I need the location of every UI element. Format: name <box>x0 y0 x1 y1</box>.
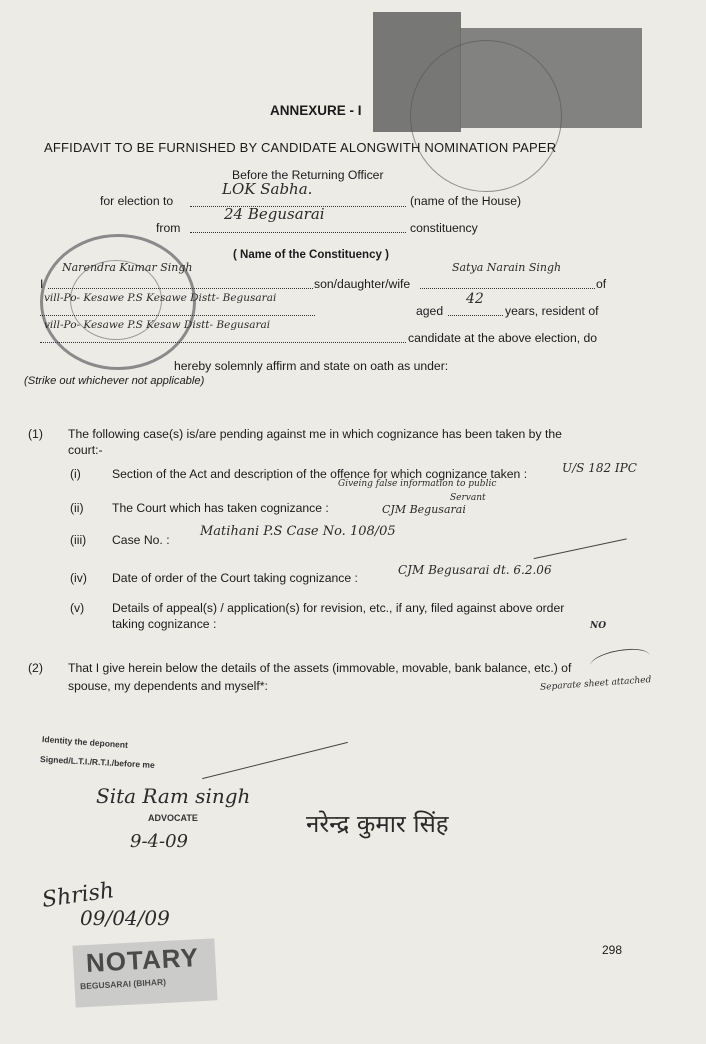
sub-v-number: (v) <box>70 601 85 615</box>
from-label: from <box>156 221 181 235</box>
notary-place: BEGUSARAI (BIHAR) <box>79 976 167 992</box>
sub-iv-text: Date of order of the Court taking cognizance : <box>112 571 358 585</box>
advocate-date: 9-4-09 <box>130 831 188 852</box>
item1-text-b: court:- <box>68 443 103 457</box>
affidavit-heading: AFFIDAVIT TO BE FURNISHED BY CANDIDATE ALONGWITH NOMINATION PAPER <box>44 140 557 155</box>
sub-ii-value: CJM Begusarai <box>382 503 466 516</box>
candidate-name: Narendra Kumar Singh <box>62 261 193 274</box>
name-dotted-line <box>48 288 313 289</box>
advocate-label: ADVOCATE <box>148 813 198 823</box>
address-line-1: vill-Po- Kesawe P.S Kesawe Distt- Begusarai <box>44 292 277 304</box>
annexure-label: ANNEXURE - I <box>270 103 362 118</box>
i-label: I <box>40 277 44 291</box>
identity-flourish <box>202 742 348 779</box>
affirm-line: hereby solemnly affirm and state on oath as under: <box>174 359 449 373</box>
aged-label: aged <box>416 304 444 318</box>
years-label: years, resident of <box>505 304 599 318</box>
election-value: LOK Sabha. <box>222 180 313 198</box>
item2-text-b: spouse, my dependents and myself*: <box>68 679 268 693</box>
sub-iii-text: Case No. : <box>112 533 170 547</box>
sub-v-text-a: Details of appeal(s) / application(s) for revision, etc., if any, filed against above order <box>112 601 565 615</box>
sub-v-value: NO <box>590 621 607 631</box>
age-dotted-line <box>448 315 503 316</box>
sub-ii-text: The Court which has taken cognizance : <box>112 501 329 515</box>
sub-i-number: (i) <box>70 467 81 481</box>
identity-line-1: Identity the deponent <box>41 734 129 750</box>
item2-number: (2) <box>28 661 43 675</box>
page-number: 298 <box>602 943 623 957</box>
parent-dotted-line <box>420 288 595 289</box>
sub-i-value: U/S 182 IPC <box>562 461 637 475</box>
sub-ii-note: Servant <box>450 493 486 503</box>
from-dotted-line <box>190 232 406 233</box>
election-label: for election to <box>100 194 174 208</box>
relation-label: son/daughter/wife <box>314 277 411 291</box>
item1-text-a: The following case(s) is/are pending against me in which cognizance has been taken by the <box>68 427 562 441</box>
stamp-cancel-circle <box>410 40 562 192</box>
address1-dotted-line <box>40 315 315 316</box>
sub-iv-number: (iv) <box>70 571 87 585</box>
identity-line-2: Signed/L.T.I./R.T.I./before me <box>39 754 155 770</box>
sub-v-text-b: taking cognizance : <box>112 617 217 631</box>
item1-number: (1) <box>28 427 43 441</box>
notary-initials: Shrish <box>40 878 116 913</box>
sub-i-note: Giveing false information to public <box>338 479 497 489</box>
of-label: of <box>596 277 607 291</box>
deponent-signature: नरेन्द्र कुमार सिंह <box>306 810 449 838</box>
address-line-2: vill-Po- Kesawe P.S Kesaw Distt- Begusarai <box>44 319 271 331</box>
strike-note: (Strike out whichever not applicable) <box>24 375 205 387</box>
sub-ii-number: (ii) <box>70 501 84 515</box>
sub-iii-number: (iii) <box>70 533 87 547</box>
sub-iv-value: CJM Begusarai dt. 6.2.06 <box>398 563 552 577</box>
before-returning-officer: Before the Returning Officer <box>232 168 384 182</box>
candidate-label: candidate at the above election, do <box>408 331 598 345</box>
advocate-signature: Sita Ram singh <box>96 784 251 808</box>
item2-note: Separate sheet attached <box>539 675 652 693</box>
sub-iii-value: Matihani P.S Case No. 108/05 <box>200 524 396 539</box>
notary-stamp: NOTARY <box>85 942 200 978</box>
address2-dotted-line <box>40 342 406 343</box>
notary-date: 09/04/09 <box>80 906 170 930</box>
sub-i-text: Section of the Act and description of the offence for which cognizance taken : <box>112 467 528 481</box>
from-value: 24 Begusarai <box>224 205 325 223</box>
parent-name: Satya Narain Singh <box>452 261 562 274</box>
constituency-heading: ( Name of the Constituency ) <box>233 249 389 261</box>
constituency-suffix: constituency <box>410 221 478 235</box>
house-suffix: (name of the House) <box>410 194 522 208</box>
item2-text-a: That I give herein below the details of the assets (immovable, movable, bank balance, etc.) of <box>68 661 572 675</box>
age-value: 42 <box>466 291 484 307</box>
